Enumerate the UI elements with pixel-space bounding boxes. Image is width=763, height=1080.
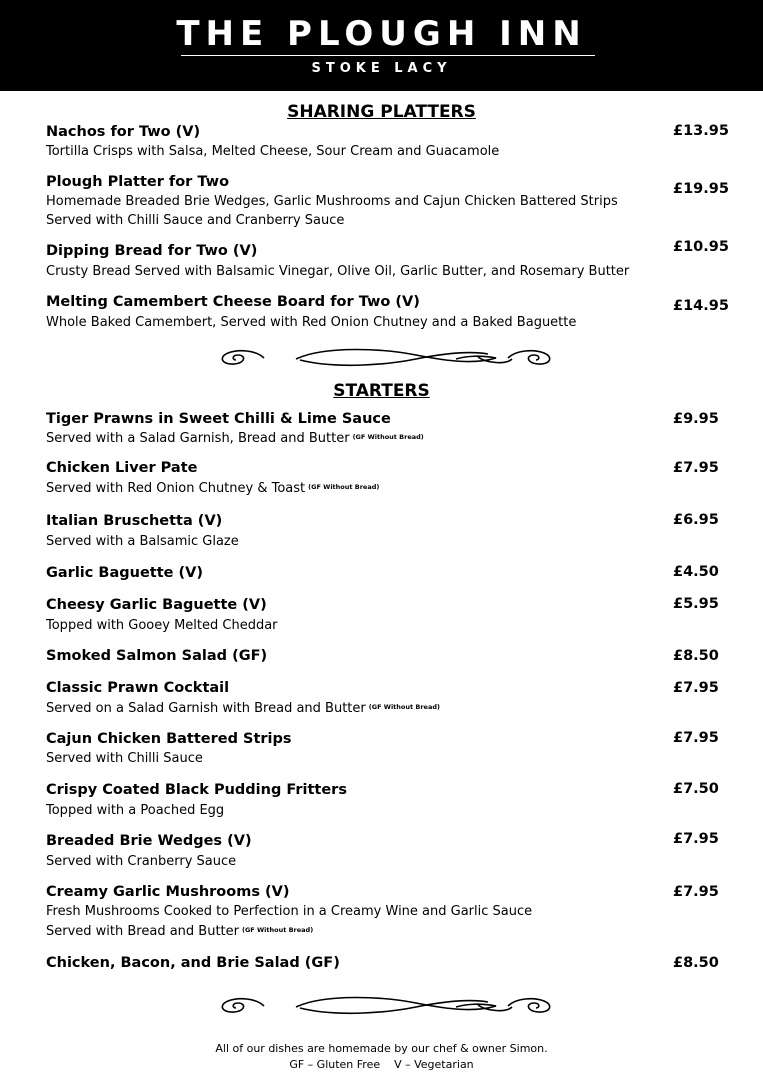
- item-name: Dipping Bread for Two (V): [46, 243, 258, 259]
- item-price: £4.50: [673, 564, 719, 580]
- item-price: £6.95: [673, 512, 719, 528]
- item-description-text: Served with Bread and Butter: [46, 924, 239, 939]
- item-description: [46, 922, 313, 940]
- section-heading-sharing-platters: SHARING PLATTERS: [287, 102, 476, 122]
- item-price: £7.95: [673, 884, 719, 900]
- item-description: Homemade Breaded Brie Wedges, Garlic Mushrooms and Cajun Chicken Battered Strips: [46, 194, 618, 209]
- item-name: Cheesy Garlic Baguette (V): [46, 597, 267, 613]
- item-price: £9.95: [673, 411, 719, 427]
- item-name: Melting Camembert Cheese Board for Two (V): [46, 294, 420, 310]
- item-name: Breaded Brie Wedges (V): [46, 833, 252, 849]
- menu-header: [0, 0, 763, 91]
- ornamental-divider: [216, 995, 556, 1017]
- item-name: Smoked Salmon Salad (GF): [46, 648, 268, 664]
- item-name: Nachos for Two (V): [46, 124, 201, 140]
- item-description: Served with a Balsamic Glaze: [46, 534, 239, 549]
- item-name: Classic Prawn Cocktail: [46, 680, 230, 696]
- item-price: £14.95: [673, 298, 729, 314]
- item-name: Tiger Prawns in Sweet Chilli & Lime Sauce: [46, 411, 391, 427]
- item-description: Fresh Mushrooms Cooked to Perfection in a Creamy Wine and Garlic Sauce: [46, 904, 533, 919]
- item-description: Served with Chilli Sauce and Cranberry Sauce: [46, 213, 345, 228]
- item-price: £7.95: [673, 680, 719, 696]
- section-heading-starters: STARTERS: [333, 381, 430, 401]
- item-price: £8.50: [673, 955, 719, 971]
- item-description: Topped with a Poached Egg: [46, 803, 225, 818]
- item-price: £7.95: [673, 730, 719, 746]
- item-name: Crispy Coated Black Pudding Fritters: [46, 782, 347, 798]
- gf-note: (GF Without Bread): [352, 433, 424, 441]
- footer-homemade-note: All of our dishes are homemade by our chef & owner Simon.: [215, 1042, 548, 1055]
- item-name: Chicken Liver Pate: [46, 460, 198, 476]
- item-name: Creamy Garlic Mushrooms (V): [46, 884, 290, 900]
- item-price: £19.95: [673, 181, 729, 197]
- item-price: £10.95: [673, 239, 729, 255]
- item-description: [46, 479, 379, 497]
- item-description: Tortilla Crisps with Salsa, Melted Cheese, Sour Cream and Guacamole: [46, 144, 500, 159]
- item-price: £5.95: [673, 596, 719, 612]
- item-price: £7.50: [673, 781, 719, 797]
- gf-note: (GF Without Bread): [242, 926, 314, 934]
- item-name: Plough Platter for Two: [46, 174, 230, 190]
- ornamental-divider: [216, 347, 556, 369]
- gf-note: (GF Without Bread): [308, 483, 380, 491]
- item-name: Garlic Baguette (V): [46, 565, 204, 581]
- item-price: £7.95: [673, 831, 719, 847]
- item-description: [46, 429, 424, 447]
- item-description: Served with Cranberry Sauce: [46, 854, 237, 869]
- header-divider: [181, 55, 595, 56]
- item-name: Chicken, Bacon, and Brie Salad (GF): [46, 955, 340, 971]
- item-description: Crusty Bread Served with Balsamic Vinegar, Olive Oil, Garlic Butter, and Rosemary Butter: [46, 264, 630, 279]
- item-name: Italian Bruschetta (V): [46, 513, 223, 529]
- item-description-text: Served with Red Onion Chutney & Toast: [46, 481, 306, 496]
- item-description: [46, 699, 440, 717]
- gf-note: (GF Without Bread): [368, 703, 440, 711]
- item-price: £7.95: [673, 460, 719, 476]
- item-description: Topped with Gooey Melted Cheddar: [46, 618, 278, 633]
- item-price: £8.50: [673, 648, 719, 664]
- item-description: Whole Baked Camembert, Served with Red Onion Chutney and a Baked Baguette: [46, 315, 577, 330]
- item-description-text: Served on a Salad Garnish with Bread and Butter: [46, 701, 366, 716]
- restaurant-name: THE PLOUGH INN: [176, 14, 587, 54]
- item-description: Served with Chilli Sauce: [46, 751, 203, 766]
- footer-legend: GF – Gluten Free V – Vegetarian: [289, 1058, 474, 1071]
- item-name: Cajun Chicken Battered Strips: [46, 731, 292, 747]
- item-description-text: Served with a Salad Garnish, Bread and Butter: [46, 431, 350, 446]
- restaurant-location: STOKE LACY: [311, 61, 452, 76]
- item-price: £13.95: [673, 123, 729, 139]
